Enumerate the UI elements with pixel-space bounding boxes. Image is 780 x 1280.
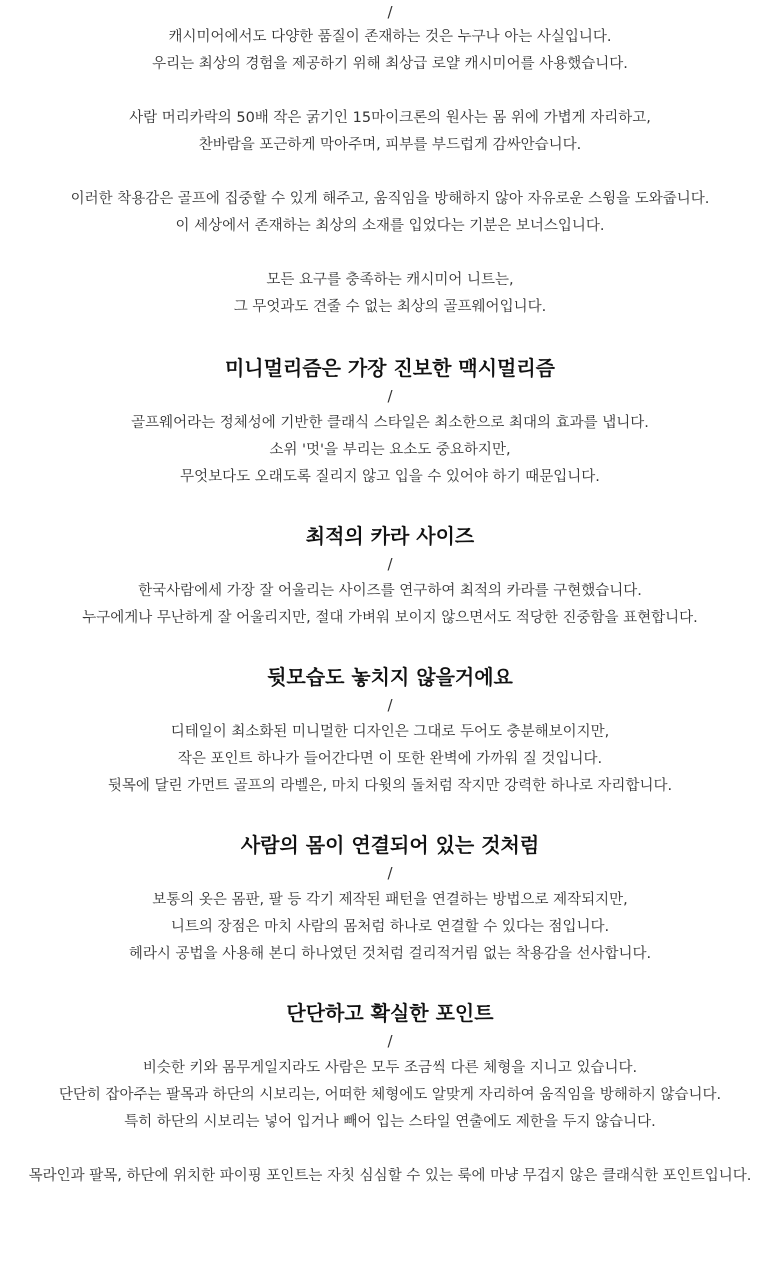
section-title: 최적의 카라 사이즈 [305,524,475,548]
section-title: 사람의 몸이 연결되어 있는 것처럼 [240,833,540,857]
divider-slash: / [387,555,393,573]
section-text-line: 단단히 잡아주는 팔목과 하단의 시보리는, 어떠한 체형에도 알맞게 자리하여 움직임을 방해하지 않습니다. [58,1087,722,1103]
section-collar-size [0,521,780,632]
intro-text-line: 이러한 착용감은 골프에 집중할 수 있게 해주고, 움직임을 방해하지 않아 자유로운 스윙을 도와줍니다. [70,191,710,207]
section-minimalism [0,353,780,491]
intro-text-line: 이 세상에서 존재하는 최상의 소재를 입었다는 기분은 보너스입니다. [175,218,605,234]
section-text-line: 한국사람에세 가장 잘 어울리는 사이즈를 연구하여 최적의 카라를 구현했습니다. [138,583,642,599]
intro-text-line: 사람 머리카락의 50배 작은 굵기인 15마이크론의 원사는 몸 위에 가볍게 자리하고, [129,110,651,126]
intro-text-line: 찬바람을 포근하게 막아주며, 피부를 부드럽게 감싸안습니다. [198,137,582,153]
section-text-line: 누구에게나 무난하게 잘 어울리지만, 절대 가벼워 보이지 않으면서도 적당한 진중함을 표현합니다. [82,610,698,626]
section-text-line: 비슷한 키와 몸무게일지라도 사람은 모두 조금씩 다른 체형을 지니고 있습니다. [142,1060,638,1076]
section-title: 단단하고 확실한 포인트 [286,1001,494,1025]
section-text-line: 무엇보다도 오래도록 질리지 않고 입을 수 있어야 하기 때문입니다. [180,469,600,485]
section-seamless-knit [0,830,780,968]
section-text-line: 골프웨어라는 정체성에 기반한 클래식 스타일은 최소한으로 최대의 효과를 냅니다. [131,415,649,431]
intro-text-line: 모든 요구를 충족하는 캐시미어 니트는, [266,272,514,288]
section-back-detail [0,662,780,800]
divider-slash: / [387,387,393,405]
section-text-line: 소위 '멋'을 부리는 요소도 중요하지만, [269,442,511,458]
divider-slash: / [387,696,393,714]
section-text-line: 니트의 장점은 마치 사람의 몸처럼 하나로 연결할 수 있다는 점입니다. [170,919,610,935]
intro-text-line: 캐시미어에서도 다양한 품질이 존재하는 것은 누구나 아는 사실입니다. [168,29,612,45]
section-point-detail [0,998,780,1190]
section-text-line: 헤라시 공법을 사용해 본디 하나였던 것처럼 걸리적거림 없는 착용감을 선사합니다. [128,946,652,962]
section-title: 뒷모습도 놓치지 않을거에요 [267,665,513,689]
divider-slash: / [387,1032,393,1050]
section-text-line: 작은 포인트 하나가 들어간다면 이 또한 완벽에 가까워 질 것입니다. [177,751,603,767]
section-text-line: 뒷목에 달린 가먼트 골프의 라벨은, 마치 다윗의 돌처럼 작지만 강력한 하나로 자리합니다. [107,778,673,794]
section-text-line: 보통의 옷은 몸판, 팔 등 각기 제작된 패턴을 연결하는 방법으로 제작되지만, [152,892,628,908]
intro-section [0,0,780,321]
section-footer-line: 목라인과 팔목, 하단에 위치한 파이핑 포인트는 자칫 심심할 수 있는 룩에 마냥 무겁지 않은 클래식한 포인트입니다. [28,1168,752,1184]
divider-slash: / [387,864,393,882]
intro-text-line: 우리는 최상의 경험을 제공하기 위해 최상급 로얄 캐시미어를 사용했습니다. [152,56,628,72]
intro-text-line: 그 무엇과도 견줄 수 없는 최상의 골프웨어입니다. [233,299,547,315]
section-text-line: 디테일이 최소화된 미니멀한 디자인은 그대로 두어도 충분해보이지만, [170,724,610,740]
section-title: 미니멀리즘은 가장 진보한 맥시멀리즘 [224,356,555,380]
section-text-line: 특히 하단의 시보리는 넣어 입거나 빼어 입는 스타일 연출에도 제한을 두지 않습니다. [124,1114,656,1130]
divider-slash: / [387,3,393,21]
